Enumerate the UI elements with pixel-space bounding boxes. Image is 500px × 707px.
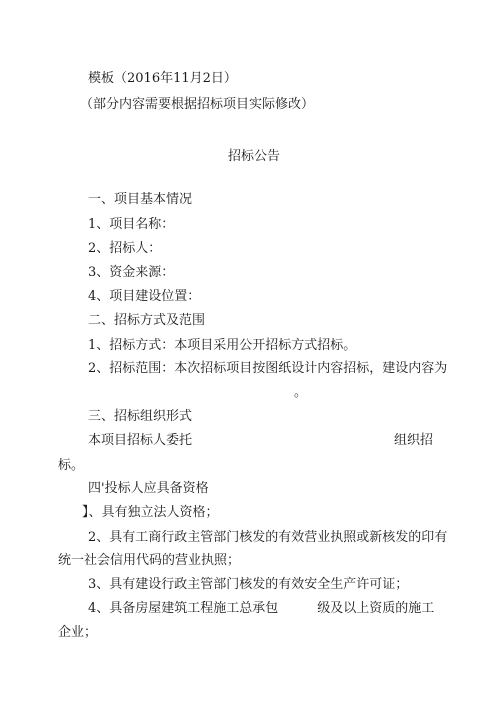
project-name-line: 1、项目名称： bbox=[88, 217, 175, 232]
section-heading-qualifications: 四'投标人应具备资格 bbox=[88, 481, 209, 496]
document-title: 招标公告 bbox=[228, 149, 281, 164]
qualification-legal-entity: 】、具有独立法人资格； bbox=[82, 505, 219, 520]
organization-line-continued: 标。 bbox=[58, 458, 85, 473]
section-heading-organization: 三、招标组织形式 bbox=[88, 409, 193, 424]
tender-scope-end-mark: 。 bbox=[294, 385, 308, 400]
qualification-business-license-continued: 统一社会信用代码的营业执照； bbox=[58, 553, 241, 568]
qualification-construction-grade: 4、具备房屋建筑工程施工总承包 级及以上资质的施工 bbox=[88, 601, 435, 616]
section-heading-basic-info: 一、项目基本情况 bbox=[88, 192, 193, 207]
organization-line-end: 组织招 bbox=[394, 433, 434, 448]
section-heading-method-scope: 二、招标方式及范围 bbox=[88, 313, 206, 328]
qualification-business-license: 2、具有工商行政主管部门核发的有效营业执照或新核发的印有 bbox=[88, 530, 448, 545]
edit-instruction-note: （部分内容需要根据招标项目实际修改） bbox=[80, 97, 315, 112]
tenderer-line: 2、招标人： bbox=[88, 241, 162, 256]
organization-line-start: 本项目招标人委托 bbox=[88, 433, 193, 448]
qualification-construction-grade-continued: 企业； bbox=[58, 625, 98, 640]
tender-scope-line: 2、招标范围：本次招标项目按图纸设计内容招标，建设内容为 bbox=[88, 361, 448, 376]
template-date-note: 模板（2016年11月2日） bbox=[88, 71, 237, 86]
funding-source-line: 3、资金来源： bbox=[88, 265, 175, 280]
qualification-safety-permit: 3、具有建设行政主管部门核发的有效安全生产许可证； bbox=[88, 577, 409, 592]
tender-method-line: 1、招标方式：本项目采用公开招标方式招标。 bbox=[88, 338, 357, 353]
project-location-line: 4、项目建设位置： bbox=[88, 289, 201, 304]
